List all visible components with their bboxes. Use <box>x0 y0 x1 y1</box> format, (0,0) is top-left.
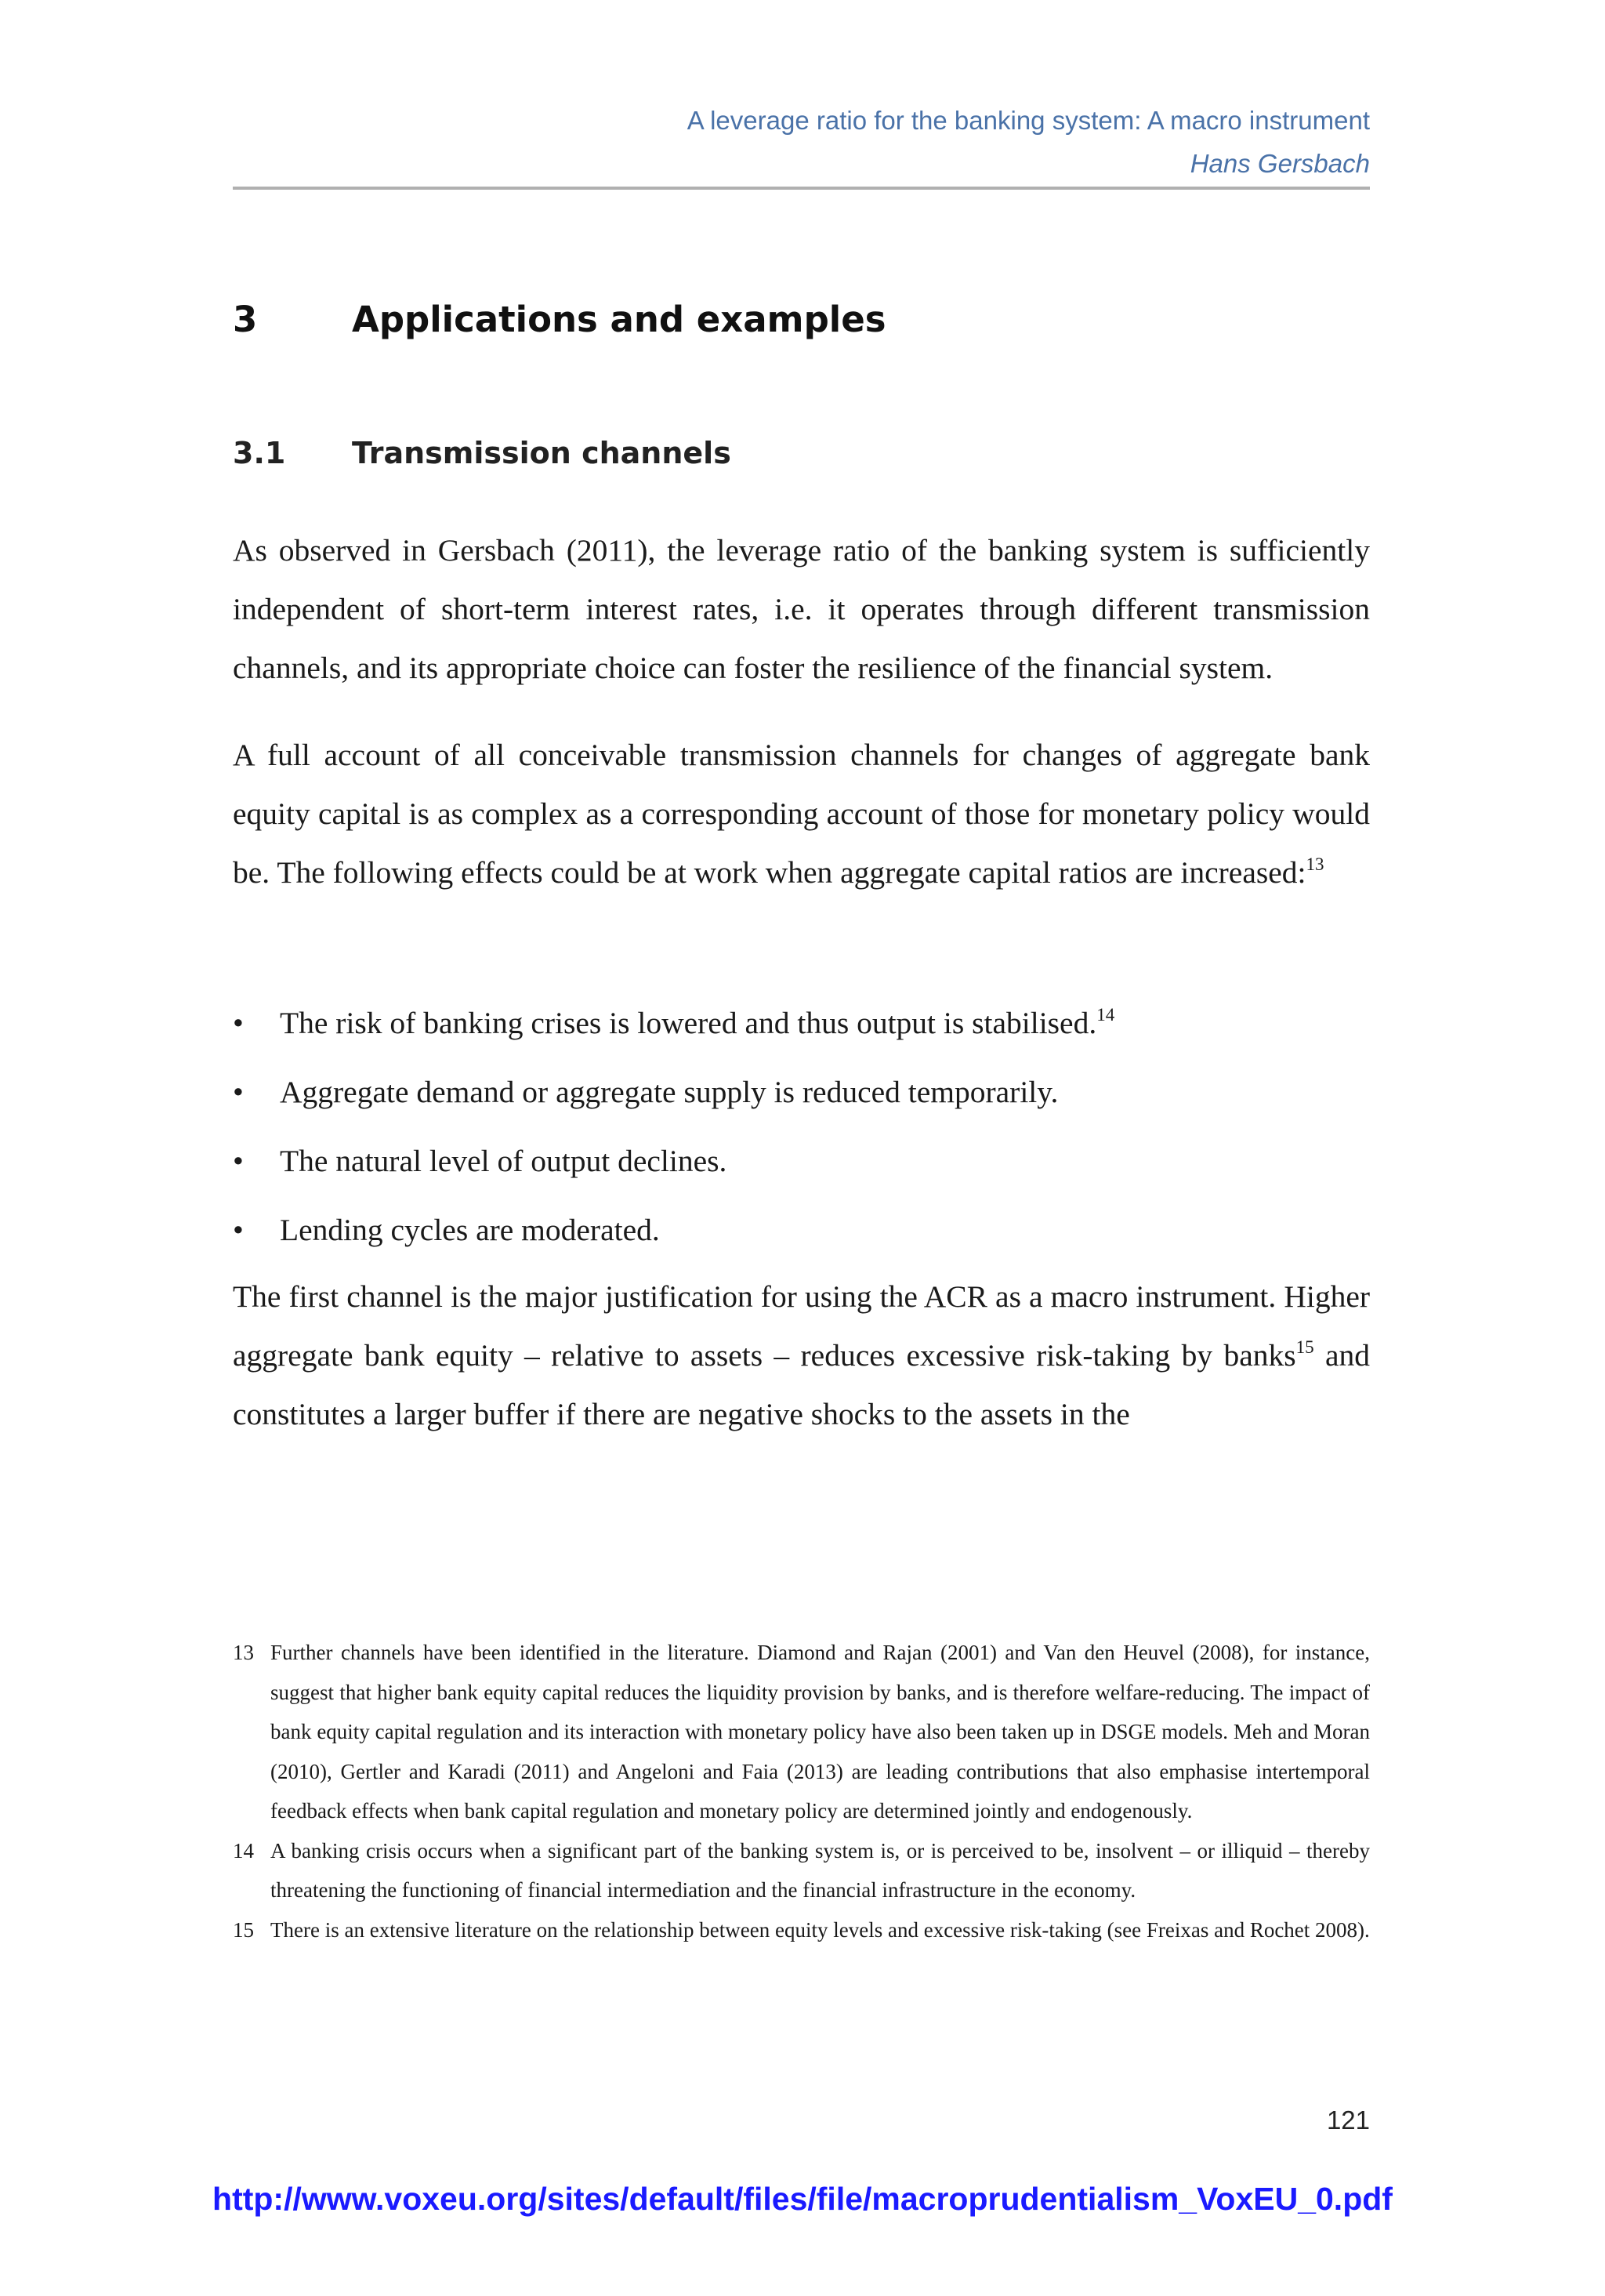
footnote-text: There is an extensive literature on the relationship between equity levels and excessive risk-taking (see Freixas and Rochet 2008). <box>270 1917 1370 1942</box>
header-title: A leverage ratio for the banking system: A macro instrument <box>687 106 1370 135</box>
paragraph-1: As observed in Gersbach (2011), the leverage ratio of the banking system is sufficiently independent of short-term interest rates, i.e. it operates through different transmission channels, and its appropriate choice can foster the resilience of the financial system. <box>233 533 1370 685</box>
paragraph-3-text-b: and constitutes a larger buffer if there are negative shocks to the assets in the <box>233 1338 1370 1431</box>
list-item-text: Lending cycles are moderated. <box>280 1213 660 1247</box>
effects-list <box>233 994 1370 1270</box>
footnote-ref-14[interactable]: 14 <box>1096 1005 1115 1025</box>
footnote-ref-15[interactable]: 15 <box>1295 1337 1314 1357</box>
footnote-number: 15 <box>233 1917 254 1942</box>
bullet-marker: • <box>233 1006 244 1040</box>
section-title: Applications and examples <box>352 299 886 340</box>
section-heading <box>233 296 1370 343</box>
footnote-ref-13[interactable]: 13 <box>1306 854 1324 874</box>
header-author: Hans Gersbach <box>1190 149 1370 178</box>
paragraph-2 <box>233 726 1370 902</box>
footnote-13 <box>233 1633 1370 1831</box>
footnote-text: Further channels have been identified in the literature. Diamond and Rajan (2001) and Van den Heuvel (2008), for instance, suggest that higher bank equity capital reduces the liquidity provision by banks, and is therefore welfare-reducing. The impact of bank equity capital regulation and its interaction with monetary policy have also been taken up in DSGE models. Meh and Moran (2010), Gertler and Karadi (2011) and Angeloni and Faia (2013) are leading contributions that also emphasise intertemporal feedback effects when bank capital regulation and monetary policy are determined jointly and endogenously. <box>270 1641 1370 1823</box>
footnotes <box>233 1633 1370 1950</box>
footnote-number: 14 <box>233 1838 254 1863</box>
source-url-link[interactable]: http://www.voxeu.org/sites/default/files/file/macroprudentialism_VoxEU_0.pdf <box>212 2181 1393 2217</box>
running-header <box>687 99 1370 185</box>
paragraph-2-text: A full account of all conceivable transmission channels for changes of aggregate bank equity capital is as complex as a corresponding account of those for monetary policy would be. The following effects could be at work when aggregate capital ratios are increased: <box>233 738 1370 890</box>
paragraph-3 <box>233 1268 1370 1444</box>
footnote-15 <box>233 1910 1370 1950</box>
bullet-marker: • <box>233 1075 244 1109</box>
list-item-text: The risk of banking crises is lowered and thus output is stabilised. <box>280 1006 1097 1040</box>
list-item <box>233 1063 1370 1132</box>
footnote-14 <box>233 1831 1370 1910</box>
subsection-heading <box>233 431 1370 475</box>
list-item <box>233 994 1370 1063</box>
bullet-marker: • <box>233 1213 244 1247</box>
list-item <box>233 1201 1370 1270</box>
footnote-number: 13 <box>233 1641 254 1664</box>
bullet-marker: • <box>233 1144 244 1178</box>
list-item-text: Aggregate demand or aggregate supply is reduced temporarily. <box>280 1075 1059 1109</box>
page-number: 121 <box>1326 2106 1370 2135</box>
paragraph-3-text-a: The first channel is the major justification for using the ACR as a macro instrument. Higher aggregate bank equity – relative to assets – reduces excessive risk-taking by banks <box>233 1279 1370 1373</box>
header-rule <box>233 187 1370 190</box>
list-item <box>233 1132 1370 1201</box>
footnote-text: A banking crisis occurs when a significant part of the banking system is, or is perceived to be, insolvent – or illiquid – thereby threatening the functioning of financial intermediation and the financial infrastructure in the economy. <box>270 1838 1370 1902</box>
subsection-title: Transmission channels <box>352 436 731 470</box>
list-item-text: The natural level of output declines. <box>280 1144 727 1178</box>
section-number: 3 <box>233 299 258 340</box>
subsection-number: 3.1 <box>233 436 286 470</box>
